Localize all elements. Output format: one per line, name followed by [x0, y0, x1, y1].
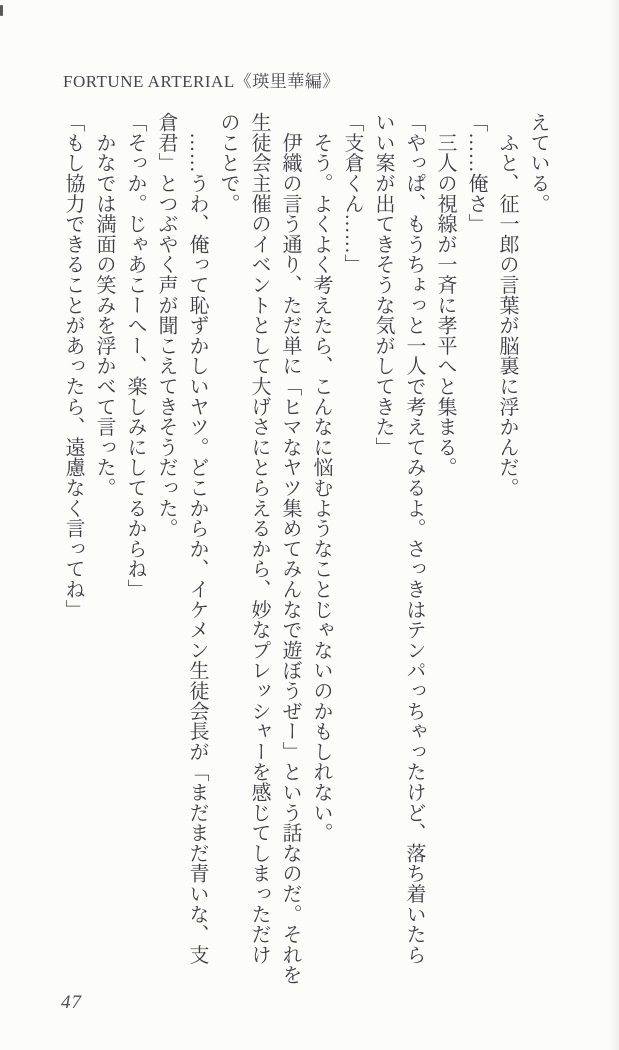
text-column: 「もし協力できることがあったら、遠慮なく言ってね」: [62, 112, 84, 620]
text-column: かなでは満面の笑みを浮かべて言った。: [93, 112, 115, 498]
scan-artifact: [0, 5, 3, 16]
text-column: そう。よくよく考えたら、こんなに悩むようなことじゃないのかもしれない。: [310, 112, 332, 843]
text-column: 倉君」とつぶやく声が聞こえてきそうだった。: [155, 112, 177, 539]
text-column: えている。: [527, 112, 549, 214]
vertical-text-block: [57, 112, 553, 985]
text-column: 「そっか。じゃあこーへー、楽しみにしてるからね」: [124, 112, 146, 600]
text-column: ……うわ、俺って恥ずかしいヤツ。どこからか、イケメン生徒会長が「まだまだ青いな、支: [186, 112, 208, 965]
text-column: ふと、征一郎の言葉が脳裏に浮かんだ。: [496, 112, 518, 498]
text-column: のことで。: [217, 112, 239, 214]
text-column: 三人の視線が一斉に孝平へと集まる。: [434, 112, 456, 478]
page-edge-shadow: [609, 0, 619, 1050]
text-column: いい案が出てきそうな気がしてきた」: [372, 112, 394, 458]
text-column: 「……俺さ」: [465, 112, 487, 234]
page-number: 47: [61, 992, 82, 1013]
text-column: 「支倉くん……」: [341, 112, 363, 275]
running-header: FORTUNE ARTERIAL《瑛里華編》: [63, 72, 340, 91]
text-column: 伊織の言う通り、ただ単に「ヒマなヤツ集めてみんなで遊ぼうぜー」という話なのだ。それを: [279, 112, 301, 985]
text-column: 生徒会主催のイベントとして大げさにとらえるから、妙なプレッシャーを感じてしまっただけ: [248, 112, 270, 965]
text-column: 「やっぱ、もうちょっと一人で考えてみるよ。さっきはテンパっちゃったけど、落ち着いたら: [403, 112, 425, 965]
